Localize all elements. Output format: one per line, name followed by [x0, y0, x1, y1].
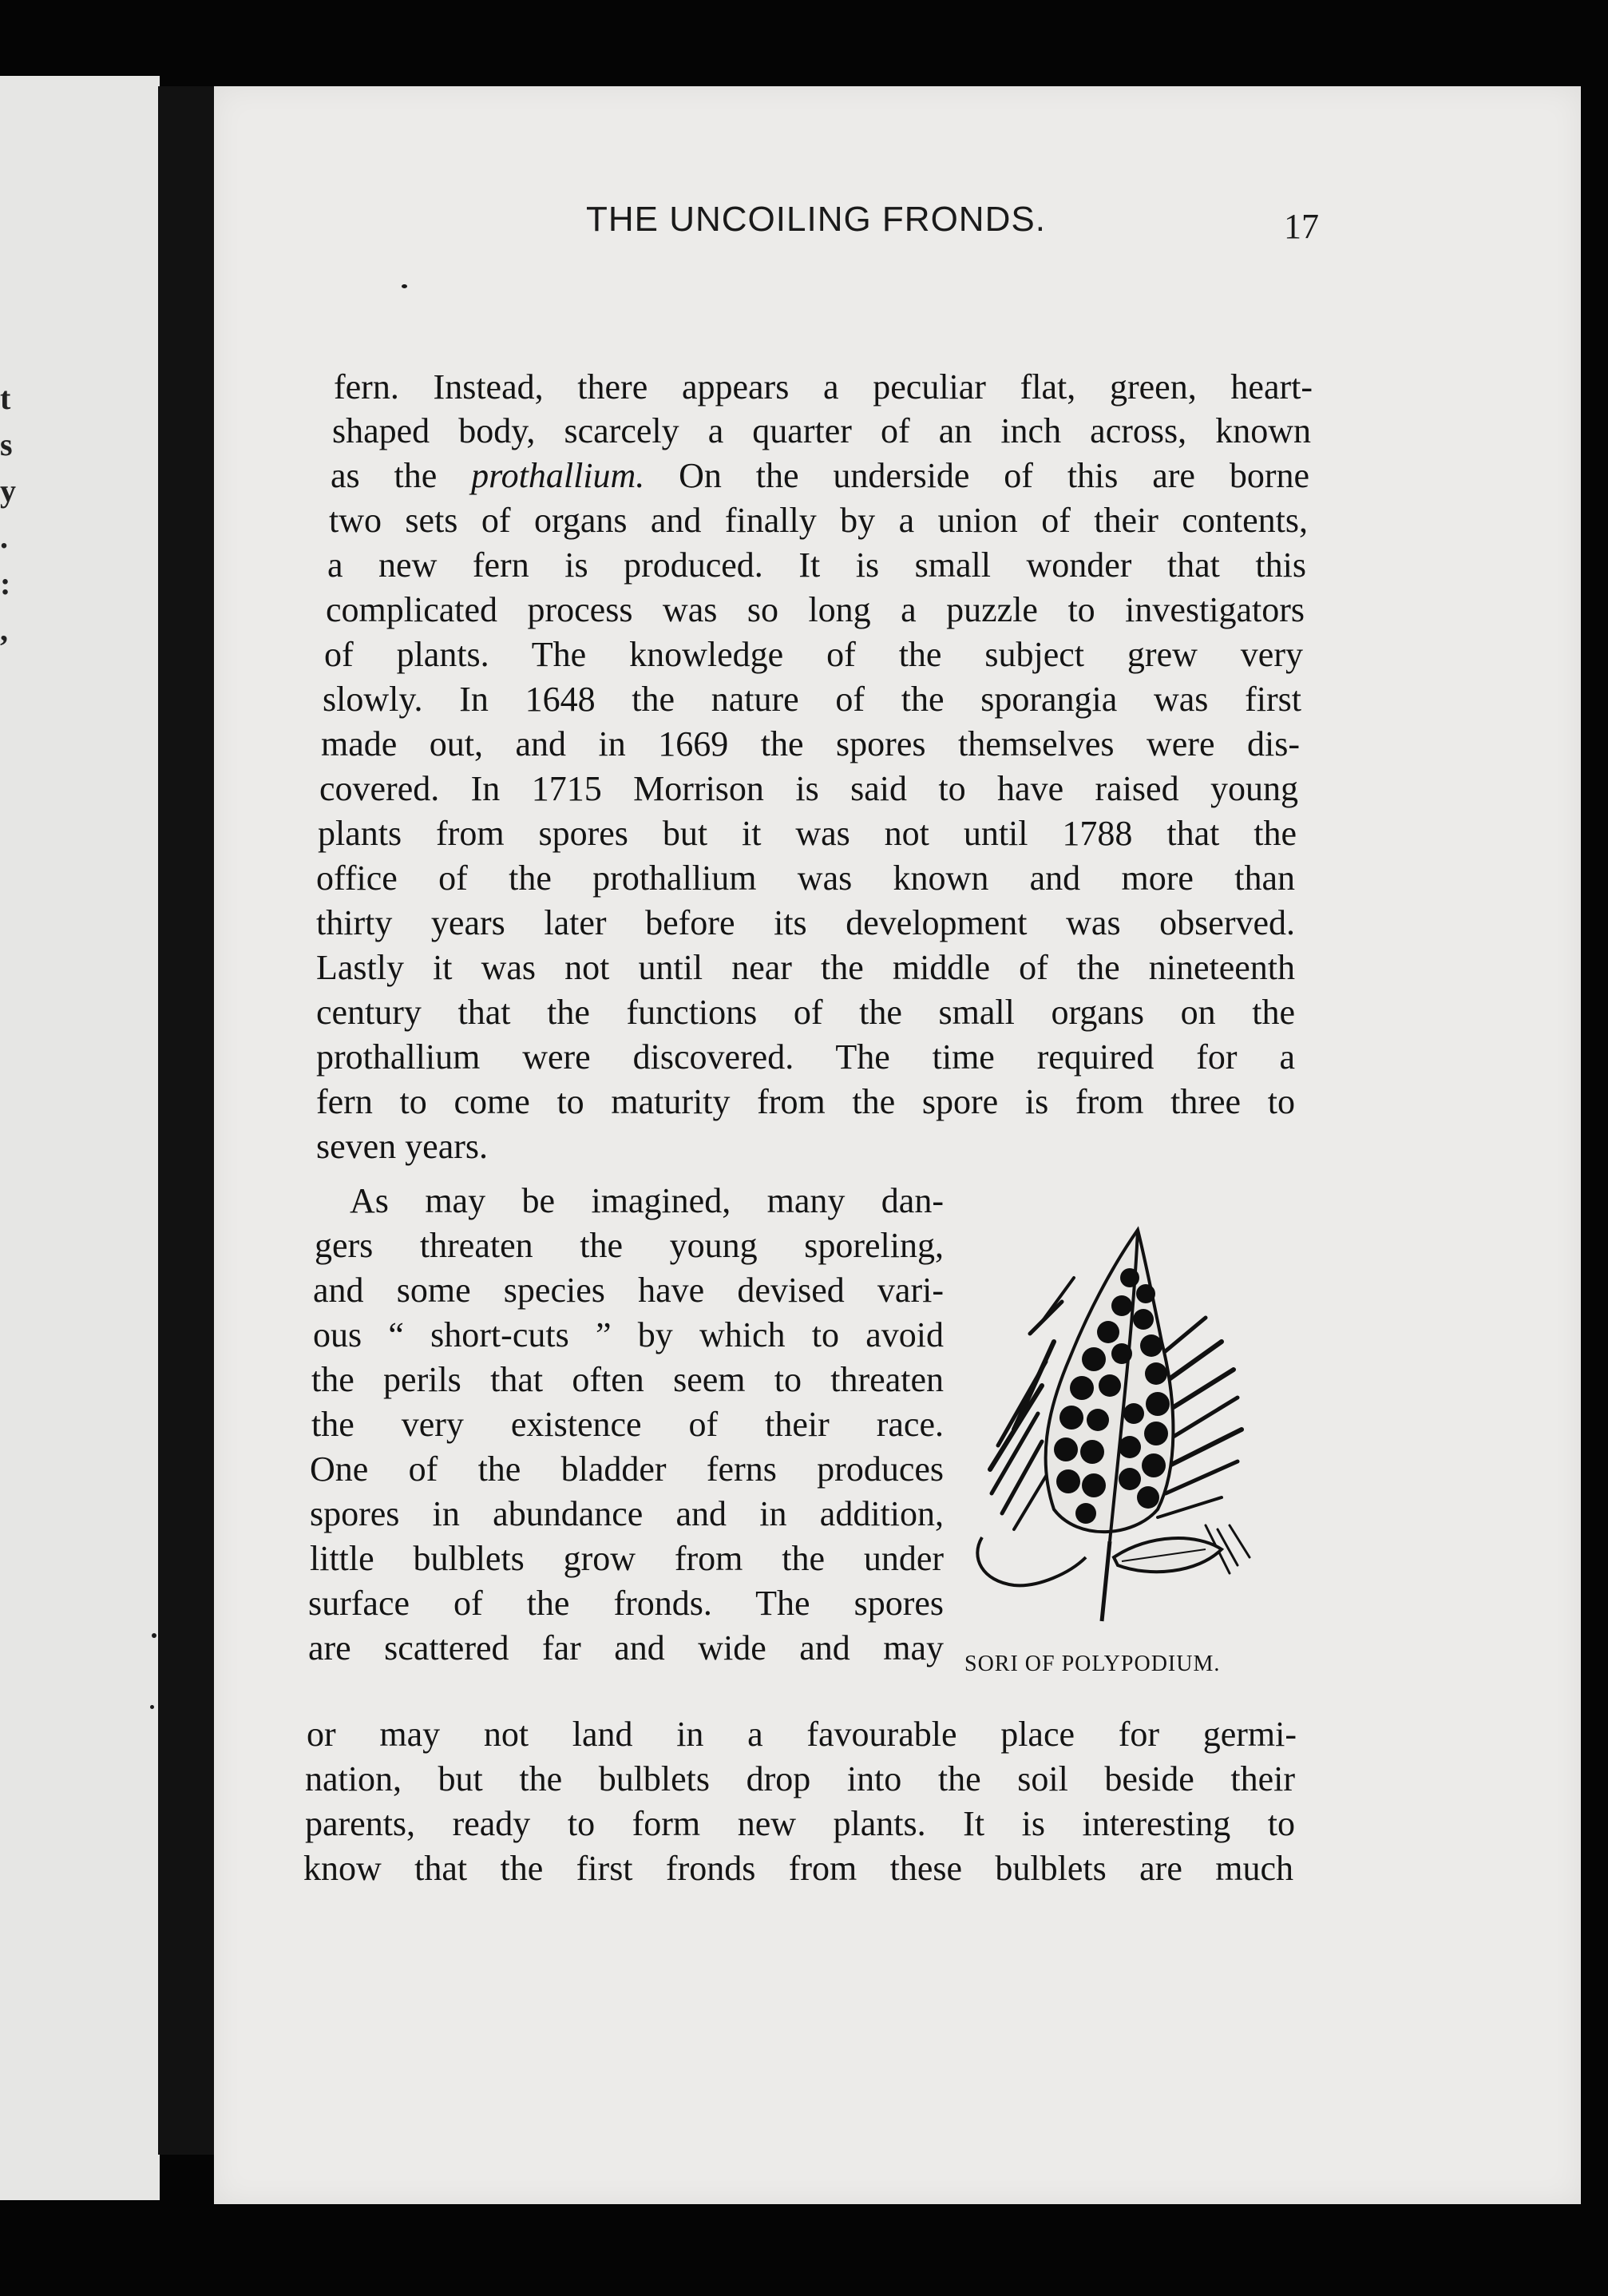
body-line: a new fern is produced. It is small wonder that this — [327, 545, 1306, 585]
body-line: plants from spores but it was not until 1788 that the — [318, 814, 1297, 853]
body-line: know that the first fronds from these bulblets are much — [303, 1849, 1293, 1888]
body-line: seven years. — [316, 1127, 489, 1166]
body-line: Lastly it was not until near the middle of the nineteenth — [316, 948, 1295, 987]
book-spine — [158, 86, 216, 2155]
italic-term: prothallium. — [471, 456, 645, 495]
body-line: prothallium were discovered. The time required for a — [316, 1037, 1295, 1077]
prev-char: s — [0, 426, 13, 462]
body-line: nation, but the bulblets drop into the soil beside their — [305, 1759, 1295, 1798]
polypodium-sori-illustration — [966, 1222, 1269, 1637]
wrap-line: the very existence of their race. — [311, 1405, 944, 1444]
previous-page-text-edge — [0, 375, 24, 653]
body-line: shaped body, scarcely a quarter of an inch across, known — [332, 411, 1311, 450]
body-line: complicated process was so long a puzzle to investigators — [326, 590, 1305, 629]
wrap-line: ous “ short-cuts ” by which to avoid — [313, 1315, 944, 1354]
prev-char: : — [0, 565, 11, 601]
body-line: parents, ready to form new plants. It is interesting to — [305, 1804, 1295, 1843]
wrap-line: surface of the fronds. The spores — [308, 1584, 944, 1623]
body-line: slowly. In 1648 the nature of the sporangia was first — [323, 680, 1301, 719]
wrap-line: are scattered far and wide and may — [308, 1628, 944, 1667]
print-speck — [402, 284, 407, 288]
body-line: two sets of organs and finally by a union of their contents, — [329, 501, 1308, 540]
body-line: office of the prothallium was known and more than — [316, 859, 1295, 898]
prev-char: t — [0, 380, 11, 416]
wrap-line: the perils that often seem to threaten — [311, 1360, 944, 1399]
prev-char: y — [0, 473, 16, 509]
body-line: fern to come to maturity from the spore is from three to — [316, 1082, 1295, 1121]
previous-page — [0, 76, 160, 2200]
print-speck — [152, 1633, 156, 1638]
body-line: fern. Instead, there appears a peculiar flat, green, heart- — [334, 367, 1313, 406]
wrap-line: One of the bladder ferns produces — [310, 1449, 944, 1489]
wrap-line: As may be imagined, many dan- — [350, 1181, 944, 1220]
wrap-line: little bulblets grow from the under — [310, 1539, 944, 1578]
wrap-line: gers threaten the young sporeling, — [315, 1226, 944, 1265]
body-line: century that the functions of the small organs on the — [316, 993, 1295, 1032]
running-head: THE UNCOILING FRONDS. — [586, 200, 1046, 239]
body-line: covered. In 1715 Morrison is said to have raised young — [319, 769, 1298, 808]
body-line: thirty years later before its development was observed. — [316, 903, 1295, 942]
figure-caption: SORI OF POLYPODIUM. — [964, 1652, 1221, 1676]
prev-char: , — [0, 612, 8, 648]
print-speck — [150, 1705, 154, 1709]
wrap-line: and some species have devised vari- — [313, 1271, 944, 1310]
prev-char: . — [0, 519, 8, 555]
body-line: of plants. The knowledge of the subject grew very — [324, 635, 1303, 674]
body-text: as the — [331, 456, 438, 495]
wrap-line: spores in abundance and in addition, — [310, 1494, 944, 1533]
body-text: On the underside of this are borne — [679, 456, 1309, 495]
body-line — [331, 456, 1309, 496]
body-line: or may not land in a favourable place for germi- — [307, 1715, 1297, 1754]
body-line: made out, and in 1669 the spores themselves were dis- — [321, 724, 1300, 763]
page-number: 17 — [1284, 207, 1319, 246]
